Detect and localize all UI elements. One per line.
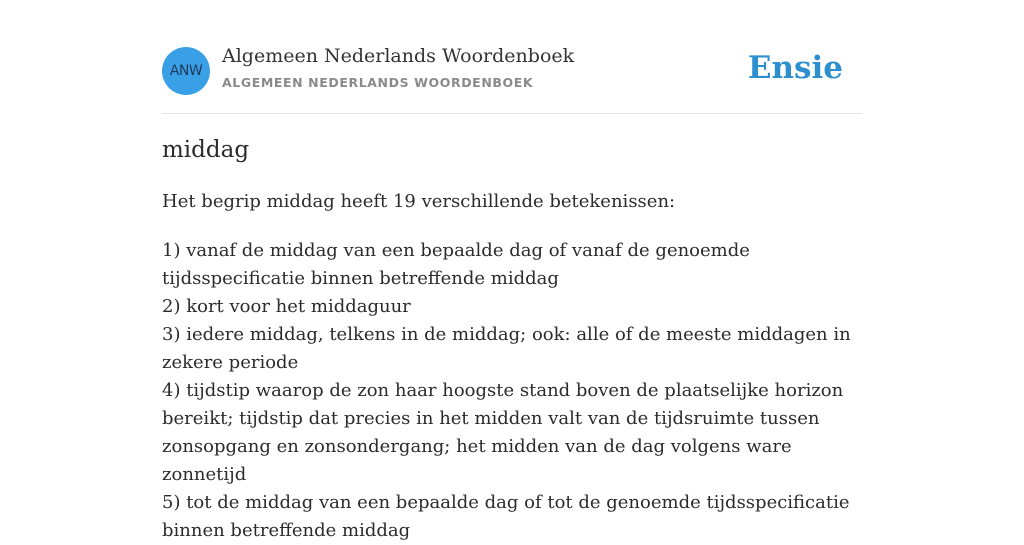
source-subtitle: ALGEMEEN NEDERLANDS WOORDENBOEK	[222, 75, 534, 90]
source-title[interactable]: Algemeen Nederlands Woordenboek	[222, 45, 575, 67]
word-title: middag	[162, 137, 250, 163]
source-logo-text: ANW	[169, 63, 203, 79]
brand-logo-link[interactable]: Ensie	[747, 50, 843, 86]
meaning-item[interactable]: 2) kort voor het middaguur	[162, 296, 411, 317]
meaning-item[interactable]: 1) vanaf de middag van een bepaalde dag of vanaf de genoemde tijdsspecificatie binnen betreffende middag	[162, 240, 750, 289]
meanings-list	[162, 237, 862, 545]
header	[162, 0, 862, 114]
page	[162, 0, 862, 541]
meaning-item[interactable]: 4) tijdstip waarop de zon haar hoogste stand boven de plaatselijke horizon bereikt; tijdstip dat precies in het midden valt van de tijdsruimte tussen zonsopgang en zonsondergang; het midden van de dag volgens ware zonnetijd	[162, 380, 844, 485]
meanings-intro: Het begrip middag heeft 19 verschillende betekenissen:	[162, 191, 676, 212]
meaning-item[interactable]: 5) tot de middag van een bepaalde dag of tot de genoemde tijdsspecificatie binnen betreffende middag	[162, 492, 850, 541]
meaning-item[interactable]: 3) iedere middag, telkens in de middag; ook: alle of de meeste middagen in zekere periode	[162, 324, 851, 373]
source-logo[interactable]	[162, 47, 210, 95]
